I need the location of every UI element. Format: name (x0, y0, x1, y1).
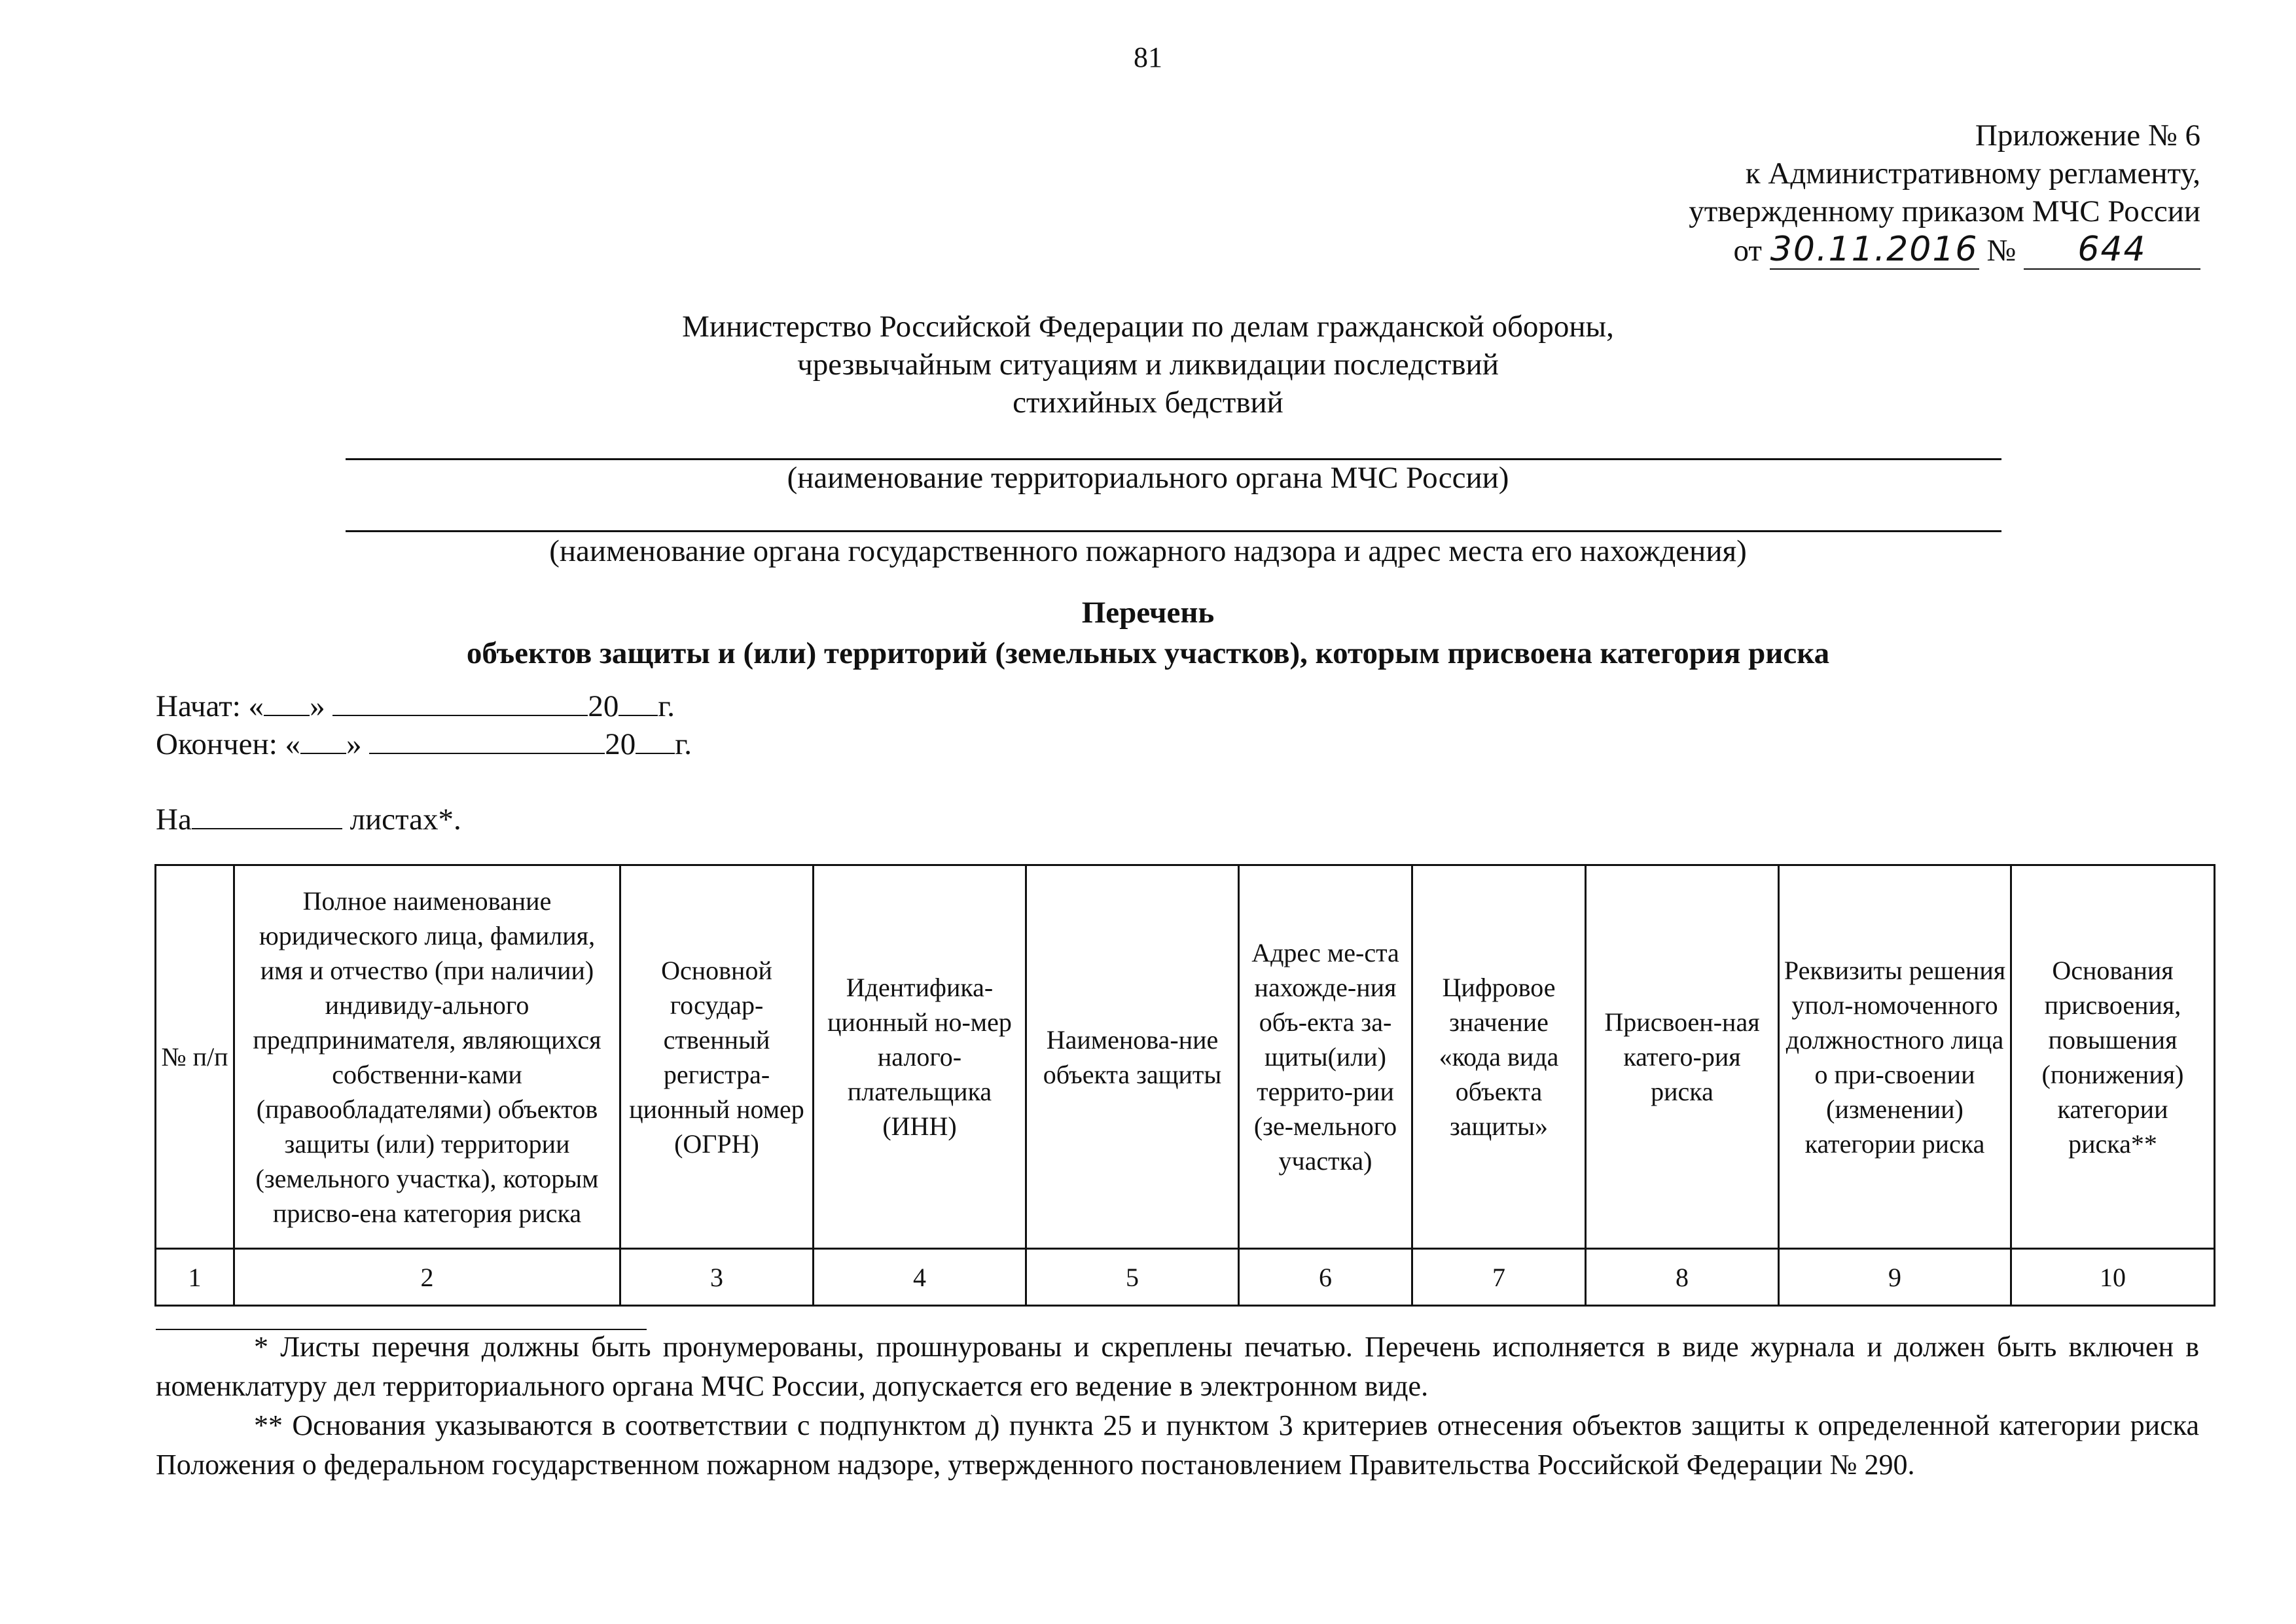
ministry-line-3: стихийных бедствий (1013, 386, 1283, 420)
page-number: 81 (1134, 41, 1162, 73)
appendix-header (1689, 117, 2200, 270)
footnote-1: * Листы перечня должны быть пронумерованы, прошнурованы и скреплены печатью. Перечень исполняется в виде журнала и должен быть включен в номенклатуру дел территориального органа МЧС России, допускается его ведение в электронном виде. (156, 1331, 2199, 1402)
started-quote-close: » (310, 689, 325, 723)
risk-category-table (154, 864, 2215, 1307)
column-number-cell: 8 (1586, 1249, 1779, 1306)
column-number-cell: 5 (1026, 1249, 1239, 1306)
ended-quote-close: » (346, 727, 362, 761)
column-number-cell: 2 (234, 1249, 620, 1306)
footnote-2: ** Основания указываются в соответствии с подпунктом д) пункта 25 и пунктом 3 критериев отнесения объектов защиты к определенной категории риска Положения о федеральном государственном пожарном надзоре, утвержденного постановлением Правительства Российской Федерации № 290. (156, 1409, 2199, 1481)
appendix-regulation: к Административному регламенту, (1745, 156, 2200, 190)
sheets-suffix: листах*. (350, 803, 461, 837)
appendix-date-line (1689, 230, 2200, 270)
started-year-prefix: 20 (588, 689, 619, 723)
fire-authority-caption: (наименование органа государственного пожарного надзора и адрес места его нахождения) (549, 534, 1747, 568)
column-number-cell: 9 (1779, 1249, 2011, 1306)
ministry-line-2: чрезвычайным ситуациям и ликвидации последствий (797, 348, 1499, 382)
column-number-cell: 10 (2011, 1249, 2215, 1306)
header-cell: Цифровое значение «кода вида объекта защиты» (1412, 865, 1586, 1249)
header-cell: Полное наименование юридического лица, фамилия, имя и отчество (при наличии) индивиду-ального предпринимателя, являющихся собственни-ками (правообладателями) объектов защиты (или) территории (земельного участка), которым присво-ена категория риска (234, 865, 620, 1249)
header-cell: Основной государ-ственный регистра-ционный номер (ОГРН) (620, 865, 814, 1249)
header-cell: Присвоен-ная катего-рия риска (1586, 865, 1779, 1249)
header-cell: Идентифика-ционный но-мер налого-плательщика (ИНН) (814, 865, 1026, 1249)
header-cell: Наименова-ние объекта защиты (1026, 865, 1239, 1249)
header-cell: № п/п (156, 865, 234, 1249)
ended-day-blank (300, 727, 346, 754)
fire-authority-line (346, 530, 2001, 532)
started-year-blank (619, 689, 658, 716)
document-title (0, 592, 2296, 674)
table-header-row (156, 865, 2215, 1249)
column-number-cell: 1 (156, 1249, 234, 1306)
number-label: № (1986, 234, 2017, 268)
ministry-line-1: Министерство Российской Федерации по делам гражданской обороны, (682, 310, 1614, 344)
column-number-cell: 7 (1412, 1249, 1586, 1306)
ended-line (156, 725, 692, 763)
started-month-blank (332, 689, 588, 716)
sheets-prefix: На (156, 803, 192, 837)
appendix-order: утвержденному приказом МЧС России (1689, 194, 2200, 228)
column-number-cell: 3 (620, 1249, 814, 1306)
ended-label: Окончен: « (156, 727, 301, 761)
ended-year-blank (636, 727, 675, 754)
handwritten-number: 644 (2024, 230, 2200, 270)
footnotes (156, 1327, 2199, 1485)
ministry-name (0, 308, 2296, 422)
title-line-1: Перечень (1081, 596, 1215, 630)
sheets-line (156, 801, 461, 839)
started-label: Начат: « (156, 689, 264, 723)
started-line (156, 687, 675, 725)
header-cell: Адрес ме-ста нахожде-ния объ-екта за-щиты(или) террито-рии (зе-мельного участка) (1239, 865, 1412, 1249)
started-day-blank (264, 689, 310, 716)
sheets-count-blank (192, 802, 342, 829)
column-number-cell: 4 (814, 1249, 1026, 1306)
table-number-row (156, 1249, 2215, 1306)
started-year-suffix: г. (658, 689, 675, 723)
territorial-body-caption: (наименование территориального органа МЧС России) (787, 461, 1509, 495)
column-number-cell: 6 (1239, 1249, 1412, 1306)
handwritten-date: 30.11.2016 (1770, 230, 1979, 269)
header-cell: Реквизиты решения упол-номоченного должностного лица о при-своении (изменении) категории риска (1779, 865, 2011, 1249)
ended-year-prefix: 20 (605, 727, 636, 761)
ended-year-suffix: г. (675, 727, 692, 761)
ended-month-blank (369, 727, 605, 754)
from-label: от (1733, 234, 1762, 268)
header-cell: Основания присвоения, повышения (понижения) категории риска** (2011, 865, 2215, 1249)
title-line-2: объектов защиты и (или) территорий (земельных участков), которым присвоена категория риска (466, 636, 1830, 670)
appendix-title: Приложение № 6 (1975, 118, 2200, 153)
